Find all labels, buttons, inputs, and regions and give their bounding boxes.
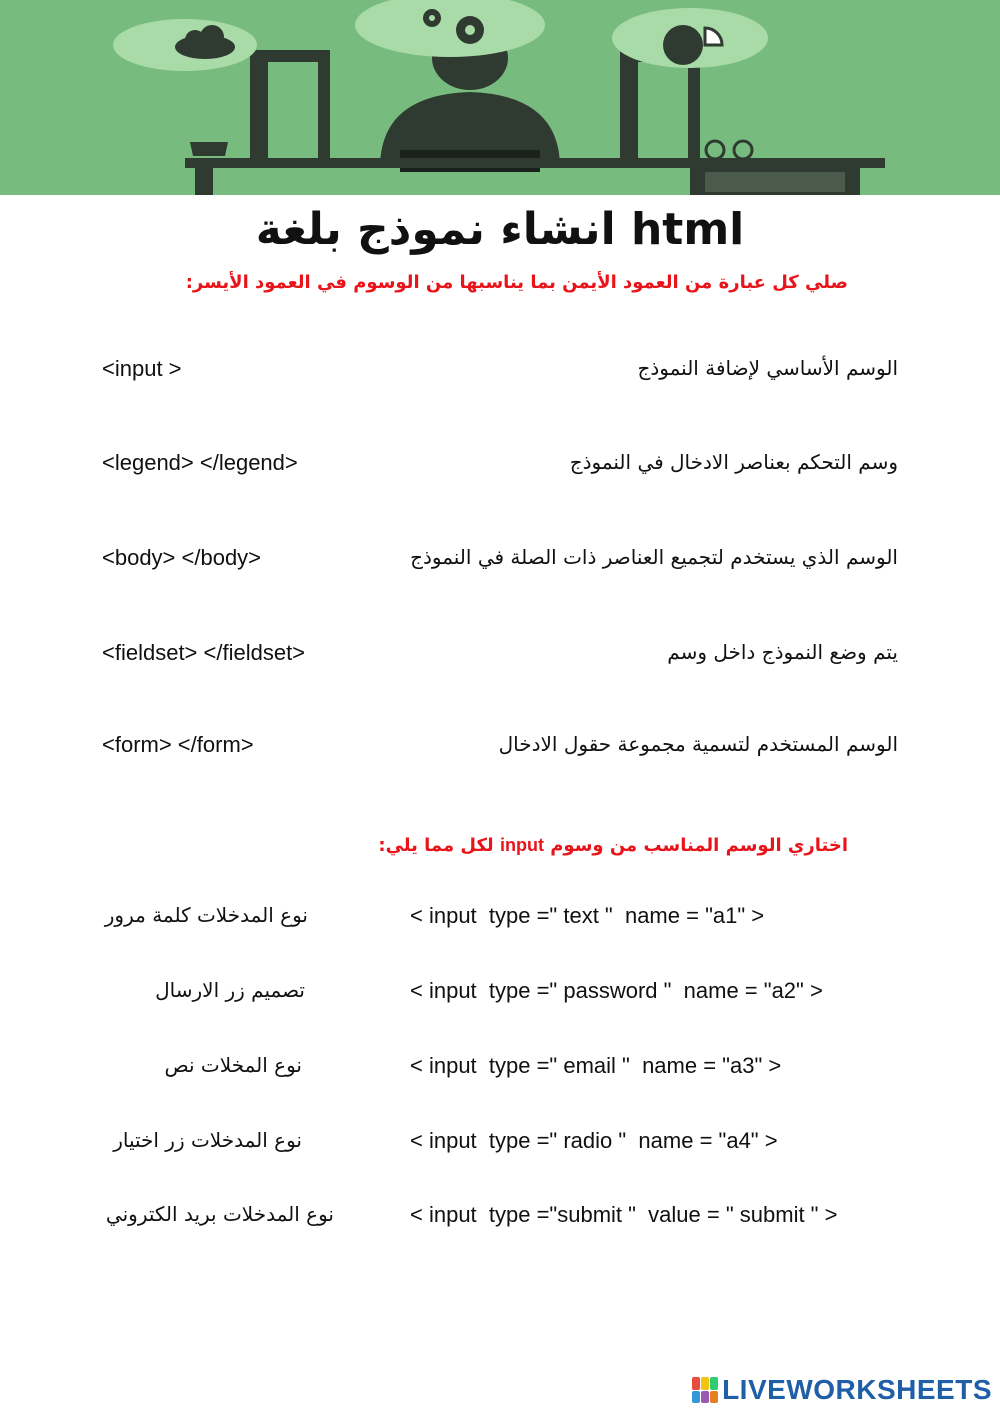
instruction-after: لكل مما يلي: xyxy=(378,835,500,856)
choice-row xyxy=(0,903,1000,937)
tag-option[interactable]: <form> </form> xyxy=(102,732,254,757)
matching-row xyxy=(0,545,1000,579)
logo-text: LIVEWORKSHEETS xyxy=(722,1374,992,1405)
choice-row xyxy=(0,1202,1000,1236)
input-code-option[interactable]: < input type =" text " name = "a1" > xyxy=(410,903,765,928)
choice-instruction xyxy=(378,835,848,856)
choice-row xyxy=(0,978,1000,1012)
input-code-option[interactable]: < input type =" password " name = "a2" > xyxy=(410,978,823,1003)
logo-icon xyxy=(692,1377,718,1403)
choice-row xyxy=(0,1128,1000,1162)
matching-row xyxy=(0,450,1000,484)
description-item[interactable]: وسم التحكم بعناصر الادخال في النموذج xyxy=(569,450,898,474)
description-item[interactable]: الوسم المستخدم لتسمية مجموعة حقول الادخال xyxy=(498,732,898,756)
choice-row xyxy=(0,1053,1000,1087)
instruction-before: اختاري الوسم المناسب من وسوم xyxy=(543,835,848,856)
input-description[interactable]: نوع المخلات نص xyxy=(164,1053,302,1077)
input-description[interactable]: نوع المدخلات زر اختيار xyxy=(113,1128,302,1152)
header-banner xyxy=(0,0,1000,195)
instruction-code: input xyxy=(499,835,544,855)
page-title: انشاء نموذج بلغة html xyxy=(255,204,745,255)
input-code-option[interactable]: < input type ="submit " value = " submit " > xyxy=(410,1202,838,1227)
input-description[interactable]: نوع المدخلات كلمة مرور xyxy=(104,903,308,927)
matching-row xyxy=(0,356,1000,390)
input-description[interactable]: نوع المدخلات بريد الكتروني xyxy=(105,1202,334,1226)
tag-option[interactable]: <fieldset> </fieldset> xyxy=(102,640,306,665)
tag-option[interactable]: <body> </body> xyxy=(102,545,262,570)
tag-option[interactable]: <input > xyxy=(102,356,182,381)
matching-row xyxy=(0,640,1000,674)
input-code-option[interactable]: < input type =" email " name = "a3" > xyxy=(410,1053,782,1078)
matching-row xyxy=(0,732,1000,766)
matching-instruction: صلي كل عبارة من العمود الأيمن بما يناسبها من الوسوم في العمود الأيسر: xyxy=(185,272,848,293)
input-code-option[interactable]: < input type =" radio " name = "a4" > xyxy=(410,1128,778,1153)
description-item[interactable]: الوسم الذي يستخدم لتجميع العناصر ذات الصلة في النموذج xyxy=(410,545,898,569)
input-description[interactable]: تصميم زر الارسال xyxy=(155,978,305,1002)
tag-option[interactable]: <legend> </legend> xyxy=(102,450,298,475)
description-item[interactable]: يتم وضع النموذج داخل وسم xyxy=(667,640,898,664)
description-item[interactable]: الوسم الأساسي لإضافة النموذج xyxy=(637,356,898,380)
workspace-illustration xyxy=(0,0,1000,195)
liveworksheets-logo xyxy=(692,1373,992,1407)
